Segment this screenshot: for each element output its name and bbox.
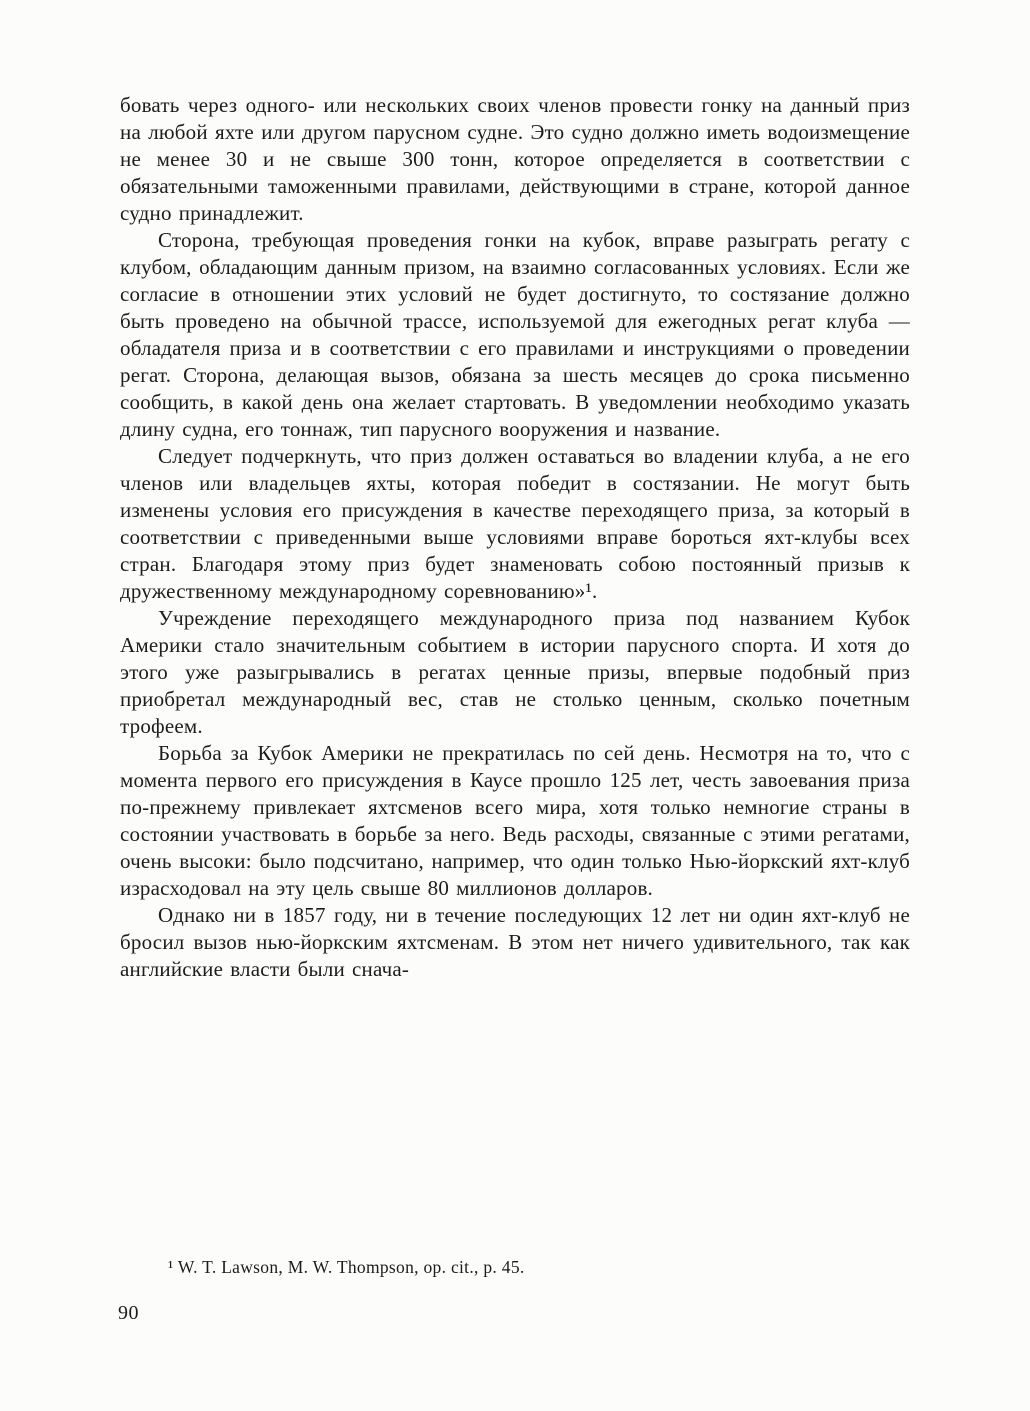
page-number: 90 <box>118 1302 139 1324</box>
paragraph-6: Однако ни в 1857 году, ни в течение последующих 12 лет ни один яхт-клуб не бросил вызов нью-йоркским яхтсменам. В этом нет ничего удивительного, так как английские власти были снача- <box>120 903 910 981</box>
paragraph-2: Сторона, требующая проведения гонки на кубок, вправе разыграть регату с клубом, обладающим данным призом, на взаимно согласованных условиях. Если же согласие в отношении этих условий не будет достигнуто, то состязание должно быть проведено на обычной трассе, используемой для ежегодных регат клуба — обладателя приза и в соответствии с его правилами и инструкциями о проведении регат. Сторона, делающая вызов, обязана за шесть месяцев до срока письменно сообщить, в какой день она желает стартовать. В уведомлении необходимо указать длину судна, его тоннаж, тип парусного вооружения и название. <box>120 228 910 441</box>
footnote: ¹ W. T. Lawson, M. W. Thompson, op. cit., p. 45. <box>168 1257 525 1277</box>
paragraph-5: Борьба за Кубок Америки не прекратилась по сей день. Несмотря на то, что с момента первого его присуждения в Каусе прошло 125 лет, честь завоевания приза по-прежнему привлекает яхтсменов всего мира, хотя только немногие страны в состоянии участвовать в борьбе за него. Ведь расходы, связанные с этими регатами, очень высоки: было подсчитано, например, что один только Нью-йоркский яхт-клуб израсходовал на эту цель свыше 80 миллионов долларов. <box>120 741 910 900</box>
paragraph-1: бовать через одного- или нескольких своих членов провести гонку на данный приз на любой яхте или другом парусном судне. Это судно должно иметь водоизмещение не менее 30 и не свыше 300 тонн, которое определяется в соответствии с обязательными таможенными правилами, действующими в стране, которой данное судно принадлежит. <box>120 93 910 225</box>
paragraph-4: Учреждение переходящего международного приза под названием Кубок Америки стало значительным событием в истории парусного спорта. И хотя до этого уже разыгрывались в регатах ценные призы, впервые подобный приз приобретал международный вес, став не столько ценным, сколько почетным трофеем. <box>120 606 910 738</box>
text-column <box>120 92 910 983</box>
paragraph-3: Следует подчеркнуть, что приз должен оставаться во владении клуба, а не его членов или владельцев яхты, которая победит в состязании. Не могут быть изменены условия его присуждения в качестве переходящего приза, за который в соответствии с приведенными выше условиями вправе бороться яхт-клубы всех стран. Благодаря этому приз будет знаменовать собою постоянный призыв к дружественному международному соревнованию»¹. <box>120 444 910 603</box>
